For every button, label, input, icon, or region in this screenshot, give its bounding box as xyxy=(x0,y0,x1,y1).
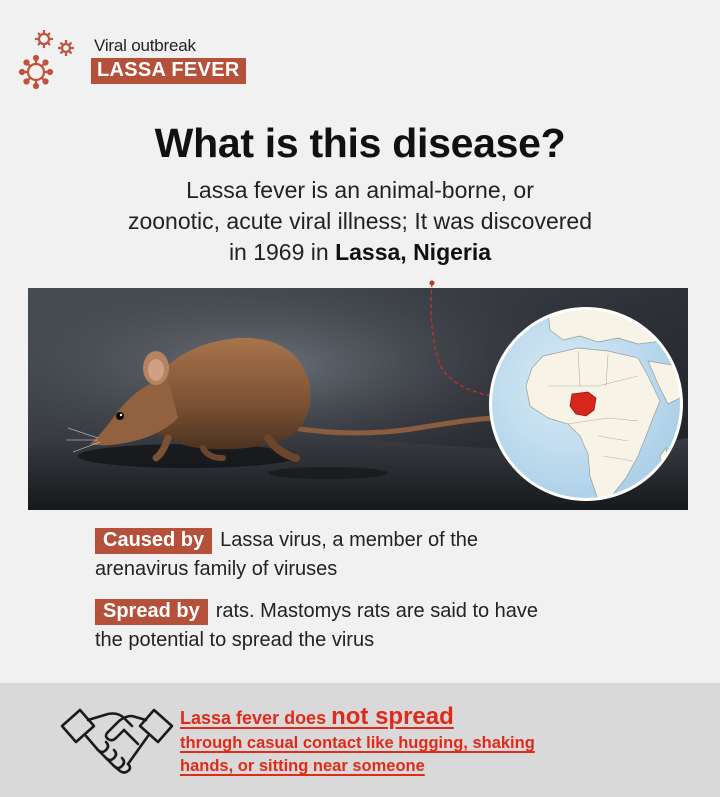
warning-line-1-prefix: Lassa fever does xyxy=(180,708,332,728)
intro-location: Lassa, Nigeria xyxy=(335,239,492,265)
intro-line-2: zoonotic, acute viral illness; It was discovered xyxy=(127,208,593,234)
intro-line-3 xyxy=(60,237,660,268)
page-title: What is this disease? xyxy=(154,120,566,166)
fact-label-caused-by: Caused by xyxy=(95,528,212,554)
fact-label-spread-by: Spread by xyxy=(95,599,208,625)
fact-spread-by xyxy=(95,597,655,655)
globe-map xyxy=(488,306,684,502)
virus-icon xyxy=(14,24,84,94)
header-tag: LASSA FEVER xyxy=(91,58,246,84)
intro-line-3-prefix: in 1969 in xyxy=(228,239,336,265)
warning-text xyxy=(180,703,700,778)
warning-line-3: hands, or sitting near someone xyxy=(180,757,425,775)
intro-text xyxy=(60,175,660,268)
fact-text-spread-by-1: rats. Mastomys rats are said to have xyxy=(215,600,539,622)
intro-line-1: Lassa fever is an animal-borne, or xyxy=(186,177,534,203)
handshake-icon xyxy=(58,696,176,782)
header-kicker: Viral outbreak xyxy=(94,36,196,55)
fact-text-caused-by-2: arenavirus family of viruses xyxy=(95,558,338,580)
header-badge xyxy=(14,24,254,94)
fact-text-spread-by-2: the potential to spread the virus xyxy=(95,629,375,651)
fact-caused-by xyxy=(95,526,655,584)
warning-emphasis: not spread xyxy=(331,703,454,730)
warning-line-2: through casual contact like hugging, shaking xyxy=(180,734,535,752)
fact-text-caused-by-1: Lassa virus, a member of the xyxy=(220,529,479,551)
